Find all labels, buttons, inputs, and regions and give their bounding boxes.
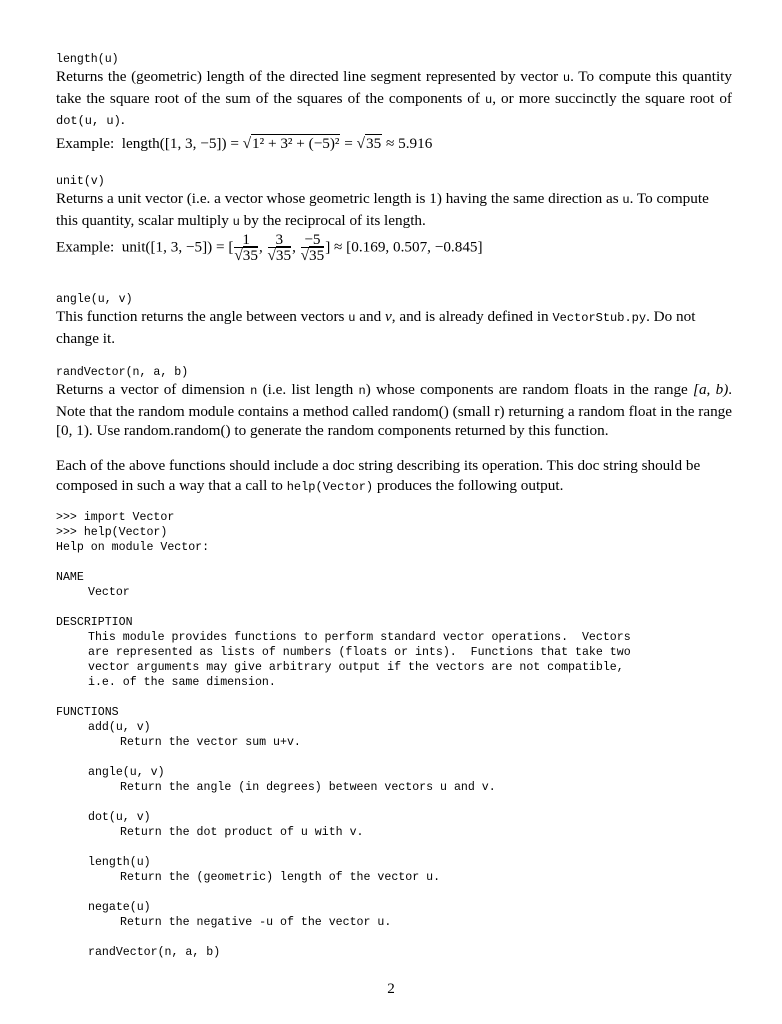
docstring-paragraph: Each of the above functions should include a doc string describing its operation. This doc string should be composed in such a way that a call to help(Vector) produces the following output. bbox=[56, 457, 701, 494]
randvector-description: Returns a vector of dimension n (i.e. list length n) whose components are random floats in the range [a, b). Note that the random module contains a method called random() (small r) returning a random float in the range [0, 1). Use random.random() to generate the random components returned by this function. bbox=[56, 381, 733, 440]
console-prompt-import: >>> import Vector bbox=[56, 511, 175, 524]
function-doc: Return the dot product of u with v. bbox=[120, 826, 364, 839]
function-signature: angle(u, v) bbox=[88, 766, 165, 779]
length-example: Example: length([1, 3, −5]) = √1² + 3² + (−5)² = √35 ≈ 5.916 bbox=[56, 134, 433, 152]
unit-description: Returns a unit vector (i.e. a vector whose geometric length is 1) having the same direction as u. To compute this quantity, scalar multiply u by the reciprocal of its length. bbox=[56, 190, 709, 229]
description-header: DESCRIPTION bbox=[56, 616, 133, 629]
function-doc: Return the negative -u of the vector u. bbox=[120, 916, 392, 929]
sqrt-expression: √1² + 3² + (−5)² bbox=[242, 134, 340, 152]
description-line: are represented as lists of numbers (floats or ints). Functions that take two bbox=[88, 646, 631, 659]
function-signature: negate(u) bbox=[88, 901, 151, 914]
description-line: This module provides functions to perform standard vector operations. Vectors bbox=[88, 631, 631, 644]
console-prompt-help: >>> help(Vector) bbox=[56, 526, 168, 539]
name-header: NAME bbox=[56, 571, 84, 584]
angle-signature: angle(u, v) bbox=[56, 293, 133, 306]
randvector-section bbox=[56, 365, 732, 441]
function-signature: length(u) bbox=[88, 856, 151, 869]
description-line: vector arguments may give arbitrary output if the vectors are not compatible, bbox=[88, 661, 624, 674]
function-signature: add(u, v) bbox=[88, 721, 151, 734]
description-line: i.e. of the same dimension. bbox=[88, 676, 276, 689]
length-signature: length(u) bbox=[56, 53, 119, 66]
name-value: Vector bbox=[88, 586, 130, 599]
angle-section bbox=[56, 292, 732, 348]
function-signature: randVector(n, a, b) bbox=[88, 946, 221, 959]
unit-signature: unit(v) bbox=[56, 175, 105, 188]
randvector-signature: randVector(n, a, b) bbox=[56, 366, 189, 379]
unit-example: Example: unit([1, 3, −5]) = [ $\frac{1}{√35}$ , $\frac{3}{√35}$ , $\frac{-5}{√35}$ ] ≈ [0.169, 0.507, −0.845] bbox=[56, 231, 483, 265]
fraction-2: $\frac{3}{√35}$ bbox=[267, 231, 292, 265]
page-number: 2 bbox=[387, 980, 395, 997]
length-description: Returns the (geometric) length of the directed line segment represented by vector u. To compute this quantity take the square root of the sum of the squares of the components of u, or more succinctly the square root of dot(u, u). bbox=[56, 68, 732, 129]
function-doc: Return the vector sum u+v. bbox=[120, 736, 301, 749]
angle-description: This function returns the angle between vectors u and v, and is already defined in VectorStub.py. Do not change it. bbox=[56, 308, 696, 347]
function-doc: Return the (geometric) length of the vector u. bbox=[120, 871, 441, 884]
function-signature: dot(u, v) bbox=[88, 811, 151, 824]
help-output bbox=[56, 510, 732, 960]
console-help-header: Help on module Vector: bbox=[56, 541, 210, 554]
length-section bbox=[56, 52, 732, 153]
fraction-1: $\frac{1}{√35}$ bbox=[234, 231, 258, 265]
unit-section bbox=[56, 174, 732, 264]
functions-header: FUNCTIONS bbox=[56, 706, 119, 719]
function-doc: Return the angle (in degrees) between vectors u and v. bbox=[120, 781, 496, 794]
sqrt-35: √35 bbox=[356, 134, 382, 152]
fraction-3: $\frac{-5}{√35}$ bbox=[300, 231, 325, 265]
